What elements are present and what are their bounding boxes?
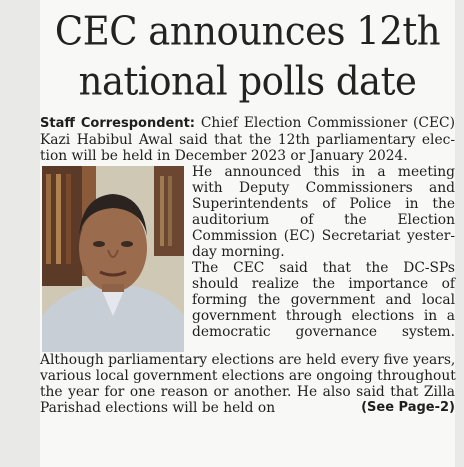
side-line: government through elections in a: [192, 308, 455, 324]
article-body: [40, 115, 455, 416]
side-column: [192, 164, 455, 352]
side-line: auditorium of the Election: [192, 212, 455, 228]
side-line: The CEC said that the DC-SPs: [192, 260, 455, 276]
byline: Staff Correspondent:: [40, 116, 196, 131]
side-line: democratic governance system.: [192, 324, 455, 340]
side-line: should realize the importance of: [192, 276, 455, 292]
side-line: forming the government and local: [192, 292, 455, 308]
side-line: Commission (EC) Secretariat yester-: [192, 228, 455, 244]
intro-paragraph: [40, 115, 455, 164]
body-line: various local government elections are ongoing throughout: [40, 368, 456, 384]
headline-line-1: CEC announces 12th: [54, 8, 441, 55]
side-line: He announced this in a meeting: [192, 164, 455, 180]
intro-line: Kazi Habibul Awal said that the 12th parliamentary elec-: [40, 132, 455, 148]
portrait-image: [42, 166, 184, 352]
portrait-photo: [42, 166, 184, 352]
bottom-paragraph: [40, 352, 455, 416]
photo-row: [40, 164, 455, 352]
body-line: Parishad elections will be held on: [40, 400, 276, 416]
side-line: Superintendents of Police in the: [192, 196, 455, 212]
side-line: day morning.: [192, 244, 285, 260]
body-line: the year for one reason or another. He also said that Zilla: [40, 384, 455, 400]
body-line: Although parliamentary elections are held every five years,: [40, 352, 456, 368]
intro-line: tion will be held in December 2023 or January 2024.: [40, 148, 408, 164]
headline-line-2: national polls date: [78, 58, 417, 104]
side-line: with Deputy Commissioners and: [192, 180, 455, 196]
continued-link: (See Page-2): [361, 400, 455, 415]
intro-line: Chief Election Commissioner (CEC): [200, 115, 455, 131]
headline: [40, 0, 455, 106]
news-clipping: [40, 0, 455, 467]
